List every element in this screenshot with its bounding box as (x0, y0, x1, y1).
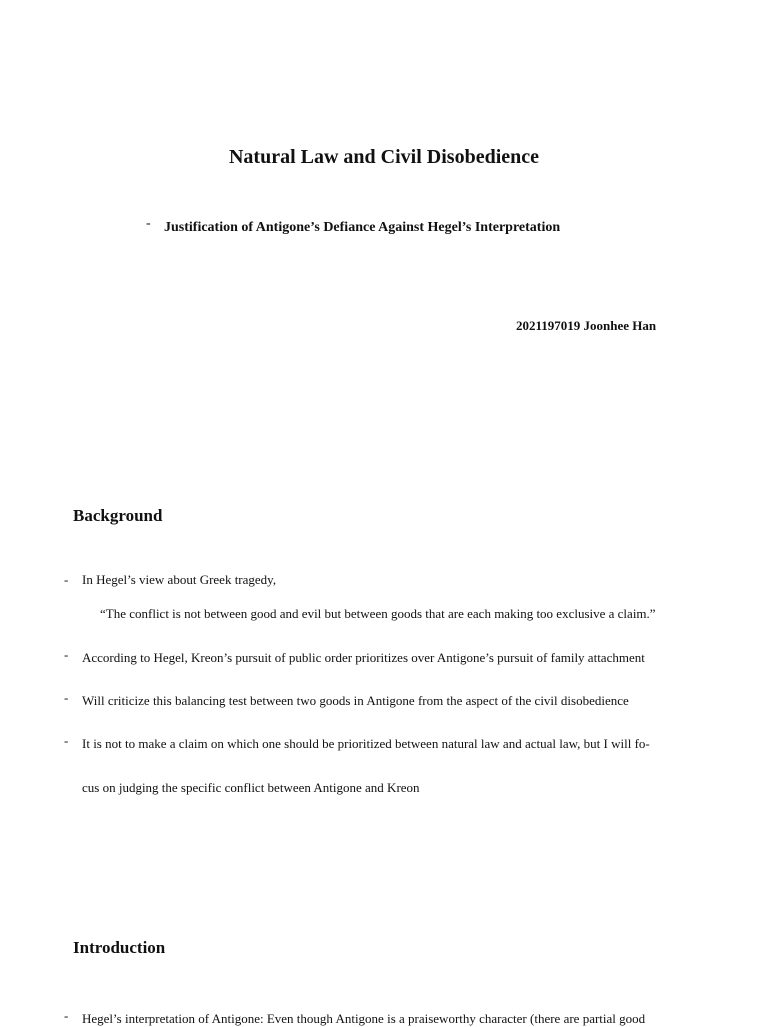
list-item (64, 690, 629, 709)
subtitle-text: Justification of Antigone’s Defiance Against Hegel’s Interpretation (164, 220, 561, 235)
author-line: 2021197019 Joonhee Han (516, 318, 657, 333)
bullet-dash: - (64, 647, 69, 662)
list-item-text: According to Hegel, Kreon’s pursuit of public order prioritizes over Antigone’s pursuit of family attachment (82, 650, 645, 665)
list-item (64, 572, 276, 588)
list-item-text: Hegel’s interpretation of Antigone: Even though Antigone is a praiseworthy character (there are partial good (82, 1011, 646, 1026)
section-heading-introduction: Introduction (73, 938, 166, 957)
document-title: Natural Law and Civil Disobedience (228, 146, 540, 168)
document-subtitle (146, 216, 561, 236)
list-item-text: Will criticize this balancing test between two goods in Antigone from the aspect of the civil disobedience (82, 693, 629, 708)
list-item-text: It is not to make a claim on which one should be prioritized between natural law and actual law, but I will fo- (82, 736, 650, 751)
bullet-dash: - (64, 572, 69, 587)
list-item (64, 733, 650, 752)
subtitle-dash: - (146, 216, 151, 231)
list-item-continuation: cus on judging the specific conflict between Antigone and Kreon (82, 780, 420, 795)
bullet-dash: - (64, 690, 69, 705)
bullet-dash: - (64, 733, 69, 748)
list-item (64, 1008, 646, 1027)
hegel-quote: “The conflict is not between good and evil but between goods that are each making too exclusive a claim.” (100, 606, 656, 621)
bullet-dash: - (64, 1008, 69, 1023)
section-heading-background: Background (73, 506, 163, 525)
list-item-text: In Hegel’s view about Greek tragedy, (82, 572, 277, 587)
list-item (64, 647, 645, 666)
